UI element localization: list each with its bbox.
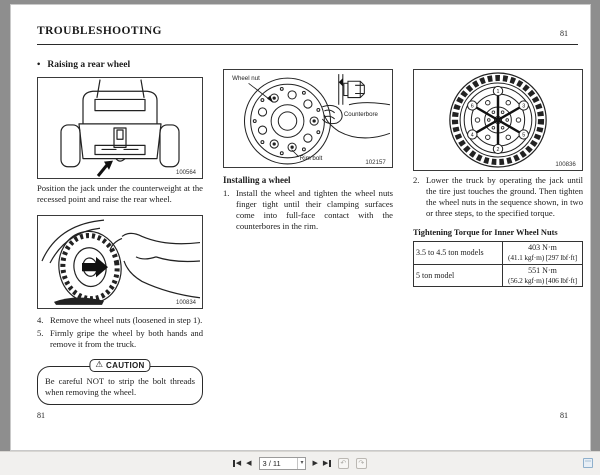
pdf-viewer-toolbar [0, 451, 600, 475]
sequence-number-5: 5 [522, 132, 526, 139]
caution-label: CAUTION [106, 360, 145, 370]
lowering-steps [413, 175, 583, 219]
figure-number: 100564 [176, 169, 196, 177]
last-page-button[interactable]: ▶ [323, 458, 331, 470]
counterbore-label: Counterbore [343, 110, 378, 118]
step-1 [223, 188, 393, 232]
torque-table-title: Tightening Torque for Inner Wheel Nuts [413, 227, 558, 237]
warning-triangle-icon: ⚠ [95, 359, 104, 370]
figure-number: 102157 [365, 158, 386, 166]
figure-number: 100836 [555, 162, 576, 168]
figure-jack-point [37, 77, 203, 179]
bullet-icon: • [37, 60, 41, 70]
single-page-layout-button[interactable] [583, 458, 593, 468]
step-text: Install the wheel and tighten the wheel nuts finger tight until their clamping surfaces come into full-face contact with the counterbores in the rim. [236, 188, 393, 232]
step-4 [37, 315, 203, 326]
hub-illustration [224, 70, 392, 167]
step-number: 4. [37, 314, 44, 325]
torque-cell [503, 242, 583, 265]
torque-detail: (41.1 kgf·m) [297 lbf·ft] [508, 253, 577, 263]
rim-bolt-label: Rim bolt [299, 154, 323, 162]
model-cell: 3.5 to 4.5 ton models [414, 242, 503, 265]
previous-page-icon: ◀ [246, 459, 252, 467]
page-number-input[interactable] [259, 457, 306, 470]
first-page-button[interactable]: ◀ [233, 458, 241, 470]
table-row [414, 242, 583, 265]
sequence-number-6: 6 [470, 103, 474, 110]
section-heading-label: Raising a rear wheel [47, 60, 131, 70]
figure-wheel-removal [37, 215, 203, 309]
middle-column [223, 69, 393, 234]
removal-steps [37, 315, 203, 350]
page-number-bottom-left: 81 [37, 411, 45, 420]
sequence-number-3: 3 [522, 103, 526, 110]
next-page-button[interactable] [313, 458, 318, 470]
last-page-icon [329, 460, 331, 467]
page-number-top-right: 81 [560, 29, 568, 38]
torque-value: 551 N·m [528, 265, 557, 275]
step-number: 1. [223, 188, 230, 199]
sequence-illustration [414, 70, 582, 170]
caution-tab [89, 359, 150, 372]
step-text: Lower the truck by operating the jack until the tire just touches the ground. Then tighten the wheel nuts in the sequence shown, in two or three steps, to the specified torque. [426, 175, 583, 218]
step-number: 5. [37, 327, 44, 338]
step-5 [37, 328, 203, 350]
next-page-icon: ▶ [312, 459, 318, 467]
torque-value: 403 N·m [528, 243, 557, 253]
pdf-page [10, 4, 591, 451]
torque-table [413, 241, 583, 287]
caution-text: Be careful NOT to strip the bolt threads when removing the wheel. [45, 375, 195, 397]
first-page-icon [233, 460, 235, 467]
figure-hub [223, 69, 393, 168]
header-rule [37, 44, 578, 45]
page-number-bottom-right: 81 [560, 411, 568, 420]
step-text: Remove the wheel nuts (loosened in step 1). [50, 314, 203, 325]
next-view-button[interactable] [356, 458, 367, 469]
sequence-number-4: 4 [470, 132, 474, 139]
installing-steps [223, 188, 393, 232]
figure-tightening-sequence [413, 69, 583, 171]
torque-detail: (56.2 kgf·m) [406 lbf·ft] [508, 276, 577, 285]
torque-cell [503, 264, 583, 287]
caution-box [37, 359, 203, 406]
figure-number: 100834 [176, 299, 196, 306]
installing-heading: Installing a wheel [223, 175, 291, 185]
wheel-removal-illustration [38, 216, 202, 308]
left-column [37, 59, 203, 405]
section-heading [37, 59, 203, 71]
table-row [414, 264, 583, 287]
chevron-down-icon[interactable]: ▾ [297, 458, 303, 469]
jack-caption: Position the jack under the counterweight at the recessed point and raise the rear wheel. [37, 183, 203, 204]
sequence-number-1: 1 [496, 89, 500, 95]
sequence-number-2: 2 [496, 147, 500, 153]
step-number: 2. [413, 175, 420, 185]
page-title: TROUBLESHOOTING [37, 25, 162, 37]
wheel-nut-label: Wheel nut [232, 75, 260, 83]
step-text: Firmly gripe the wheel by both hands and remove it from the truck. [50, 327, 203, 349]
next-view-icon: ↷ [358, 460, 365, 467]
model-cell: 5 ton model [414, 264, 503, 287]
previous-page-button[interactable] [246, 458, 251, 470]
previous-view-icon: ↶ [340, 460, 347, 467]
right-column [413, 69, 583, 287]
page-indicator: 3 / 11 [262, 459, 281, 468]
step-2 [413, 175, 583, 219]
previous-view-button[interactable] [338, 458, 349, 469]
forklift-rear-illustration [38, 78, 202, 178]
